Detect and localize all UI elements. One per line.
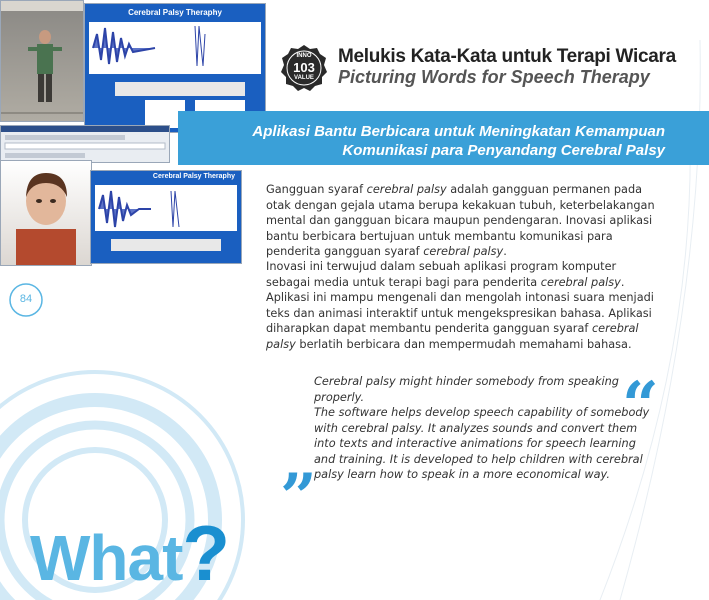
screenshot-avatar [0, 160, 92, 266]
what-heading [30, 508, 229, 599]
quote-paragraph: The software helps develop speech capability of somebody with cerebral palsy. It analyzes sounds and convert them into texts and interactive animations for speech learning and training. It is developed to help children with cerebral palsy learn how to speak in a more economical way. [314, 406, 650, 481]
figure-illustration [1, 1, 83, 121]
screenshot-therapy-bottom [90, 170, 242, 264]
screenshot-toolbar [0, 125, 170, 163]
body-paragraph-2: Inovasi ini terwujud dalam sebuah aplikasi program komputer sebagai media untuk terapi bagi para penderita cerebral palsy. Aplikasi ini mampu mengenali dan mengolah intonasi suara menjadi teks dan animasi interaktif untuk mengekspresikan bahasa. Aplikasi diharapkan dapat membantu penderita gangguan syaraf cerebral palsy berlatih berbicara dan mempermudah memahami bahasa. [266, 260, 654, 351]
close-quote-icon: ” [280, 460, 317, 535]
logo-line2: VALUE [294, 75, 314, 81]
what-question-mark: ? [182, 509, 230, 597]
what-word: What [30, 522, 183, 594]
therapy-title-bottom: Cerebral Palsy Theraphy [152, 173, 235, 180]
body-paragraph-1: Gangguan syaraf cerebral palsy adalah gangguan permanen pada otak dengan gejala utama berupa kekakuan tubuh, keterbelakangan mental dan gangguan bicara maupun pendengaran. Inovasi aplikasi bantu berbicara bertujuan untuk membantu komunikasi para penderita gangguan syaraf cerebral palsy. [266, 183, 655, 258]
banner-heading [252, 122, 665, 160]
page-number: 84 [19, 293, 33, 305]
screenshot-3d-figure [0, 0, 84, 122]
toolbar-illustration [1, 126, 169, 162]
waveform-panel-bottom [91, 171, 241, 263]
banner-line1: Aplikasi Bantu Berbicara untuk Meningkatan Kemampuan [252, 123, 665, 140]
page-title: Melukis Kata-Kata untuk Terapi Wicara [338, 46, 676, 67]
logo-number: 103 [293, 60, 315, 75]
therapy-title: Cerebral Palsy Theraphy [128, 8, 222, 17]
avatar-illustration [1, 161, 91, 265]
logo-line1: INNO [296, 53, 312, 59]
banner-line2: Komunikasi para Penyandang Cerebral Palsy [342, 142, 665, 159]
page-subtitle: Picturing Words for Speech Therapy [338, 67, 650, 87]
open-quote-icon: “ [622, 368, 659, 443]
quote-line-1: Cerebral palsy might hinder somebody from speaking properly. [314, 375, 619, 404]
inno-value-logo [280, 44, 328, 92]
